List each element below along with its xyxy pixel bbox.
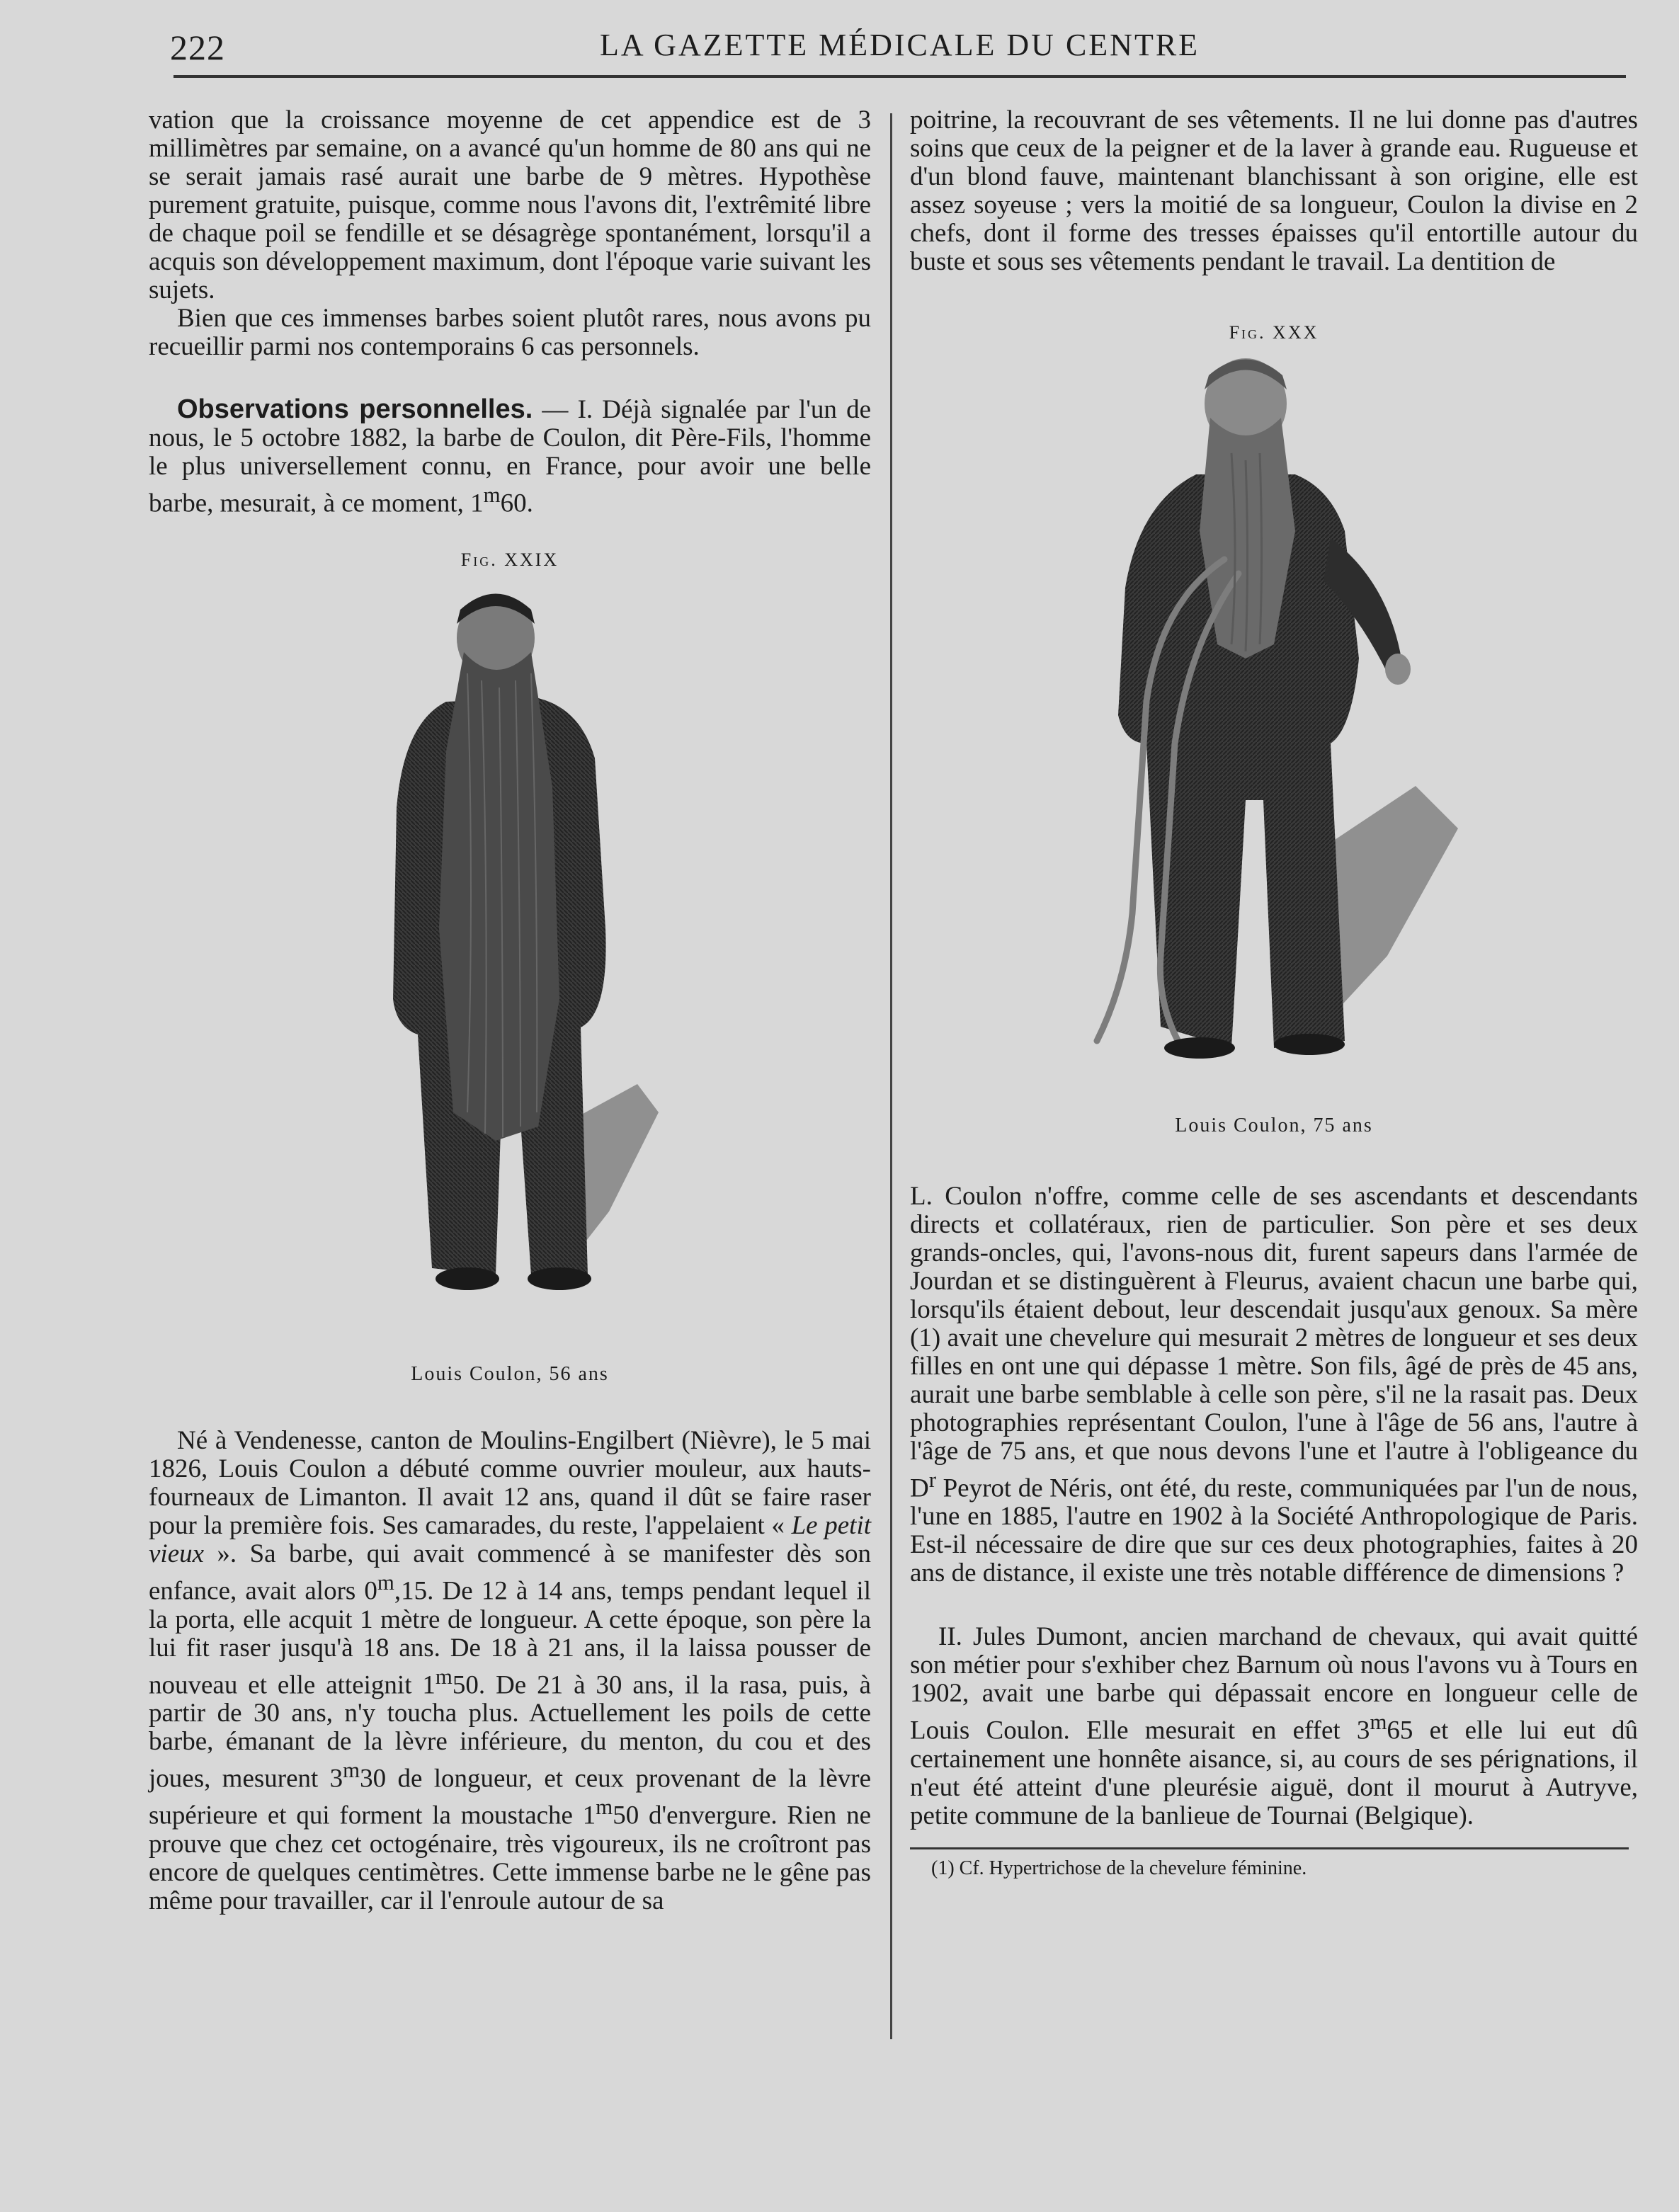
figure-caption: Louis Coulon, 75 ans: [1175, 1114, 1373, 1136]
text-run: 65 et elle lui eut dû certainement une honnête aisance, si, au cours de ses pérignations, il n'eut été atteint d'une pleurésie aiguë, dont il mourut à Autryve, petite commune de la banlieue de Tournai (Belgique).: [910, 1716, 1638, 1830]
paragraph: [910, 1182, 1638, 1587]
text-run: ». Sa barbe, qui avait commencé à se manifester dès son enfance, avait alors 0: [149, 1539, 871, 1606]
superscript: m: [435, 1664, 453, 1689]
superscript: m: [343, 1757, 360, 1782]
biography-paragraph: [149, 1427, 871, 1915]
footnote-rule: [910, 1847, 1629, 1849]
superscript: m: [483, 483, 501, 507]
superscript: m: [377, 1570, 394, 1595]
observations-paragraph: [149, 395, 871, 518]
superscript: m: [596, 1795, 613, 1820]
portrait-engraving-2: [1019, 347, 1529, 1098]
header-rule: [173, 75, 1626, 78]
paragraph: Bien que ces immenses barbes soient plutôt rares, nous avons pu recueillir parmi nos contemporains 6 cas personnels.: [149, 304, 871, 361]
figure-caption: Louis Coulon, 56 ans: [411, 1363, 609, 1386]
text-run: — I. Déjà signalée par l'un de nous, le 5 octobre 1882, la barbe de Coulon, dit Père-Fils, l'homme le plus universellement connu, en France, pour avoir une belle barbe, mesurait, à ce moment, 1: [149, 395, 871, 518]
text-run: 60.: [500, 489, 533, 518]
right-column: [910, 106, 1638, 1881]
text-run: 30 de longueur, et ceux provenant de la lèvre supérieure et qui forment la moustache 1: [149, 1764, 872, 1830]
left-column: [149, 106, 871, 1915]
text-run: 50 d'envergure. Rien ne prouve que chez cet octogénaire, très vigoureux, ils ne croîtront pas encore de quelques centimètres. Cette immense barbe ne le gêne pas même pour travailler, car il l'enroule autour de sa: [149, 1801, 872, 1915]
text-run: Peyrot de Néris, ont été, du reste, communiquées par l'un de nous, l'une en 1885, l'autre en 1902 à la Société Anthropologique de Paris. Est-il nécessaire de dire que sur ces deux photographies, faites à 20 ans de distance, il existe une très notable différence de dimensions ?: [910, 1473, 1638, 1588]
superscript: m: [1370, 1710, 1387, 1735]
column-divider: [890, 113, 892, 2039]
italic-phrase: Le petit vieux: [149, 1511, 872, 1569]
running-title: LA GAZETTE MÉDICALE DU CENTRE: [599, 28, 1200, 62]
text-run: II. Jules Dumont, ancien marchand de chevaux, qui avait quitté son métier pour s'exhiber chez Barnum où nous l'avons vu à Tours en 1902, avait une barbe qui dépassait encore en longueur celle de Louis Coulon. Elle mesurait en effet 3: [910, 1622, 1638, 1745]
figure-label: Fig. XXX: [1229, 322, 1319, 343]
page-number: 222: [170, 28, 225, 67]
text-run: L. Coulon n'offre, comme celle de ses ascendants et descendants directs et collatéraux, rien de particulier. Son père et ses deux grands-oncles, qui, l'avons-nous dit, furent sapeurs dans l'armée de Jourdan et se distinguèrent à Fleurus, avaient chacun une barbe qui, lorsqu'ils étaient debout, leur descendait jusqu'aux genoux. Sa mère (1) avait une chevelure qui mesurait 2 mètres de longueur et ses deux filles en ont une qui dépasse 1 mètre. Son fils, âgé de près de 45 ans, aurait une barbe semblable à celle son père, s'il ne la rasait pas. Deux photographies représentant Coulon, l'une à l'âge de 56 ans, l'autre à l'âge de 75 ans, et que nous devons l'une et l'autre à l'obligeance du D: [910, 1182, 1638, 1503]
footnote: (1) Cf. Hypertrichose de la chevelure féminine.: [931, 1857, 1307, 1879]
text-run: ,15. De 12 à 14 ans, temps pendant lequel il la porta, elle acquit 1 mètre de longueur. A cette époque, son père la lui fit raser jusqu'à 18 ans. De 18 à 21 ans, il la laissa pousser de nouveau et elle atteignit 1: [149, 1576, 871, 1699]
portrait-engraving-1: [326, 574, 694, 1346]
text-run: 50. De 21 à 30 ans, il la rasa, puis, à partir de 30 ans, n'y toucha plus. Actuellement les poils de cette barbe, émanant de la lèvre inférieure, du menton, du cou et des joues, mesurent 3: [149, 1670, 871, 1794]
superscript: r: [928, 1468, 937, 1492]
page-header: [170, 20, 1629, 69]
paragraph: [910, 1623, 1638, 1830]
figure-label: Fig. XXIX: [460, 549, 559, 571]
paragraph: vation que la croissance moyenne de cet appendice est de 3 millimètres par semaine, on a avancé qu'un homme de 80 ans qui ne se serait jamais rasé aurait une barbe de 9 mètres. Hypothèse purement gratuite, puisque, comme nous l'avons dit, l'extrêmité libre de chaque poil se fendille et se désagrège spontanément, lorsqu'il a acquis son développement maximum, dont l'époque varie suivant les sujets.: [149, 106, 871, 304]
observations-heading: Observations personnelles.: [177, 394, 533, 424]
paragraph: poitrine, la recouvrant de ses vêtements. Il ne lui donne pas d'autres soins que ceux de la peigner et de la laver à grande eau. Rugueuse et d'un blond fauve, maintenant blanchissant à son origine, elle est assez soyeuse ; vers la moitié de sa longueur, Coulon la divise en 2 chefs, dont il forme des tresses épaisses qu'il entortille autour du buste et sous ses vêtements pendant le travail. La dentition de: [910, 106, 1638, 276]
text-run: Né à Vendenesse, canton de Moulins-Engilbert (Nièvre), le 5 mai 1826, Louis Coulon a débuté comme ouvrier mouleur, aux hauts-fourneaux de Limanton. Il avait 12 ans, quand il dût se faire raser pour la première fois. Ses camarades, du reste, l'appelaient «: [149, 1426, 871, 1541]
